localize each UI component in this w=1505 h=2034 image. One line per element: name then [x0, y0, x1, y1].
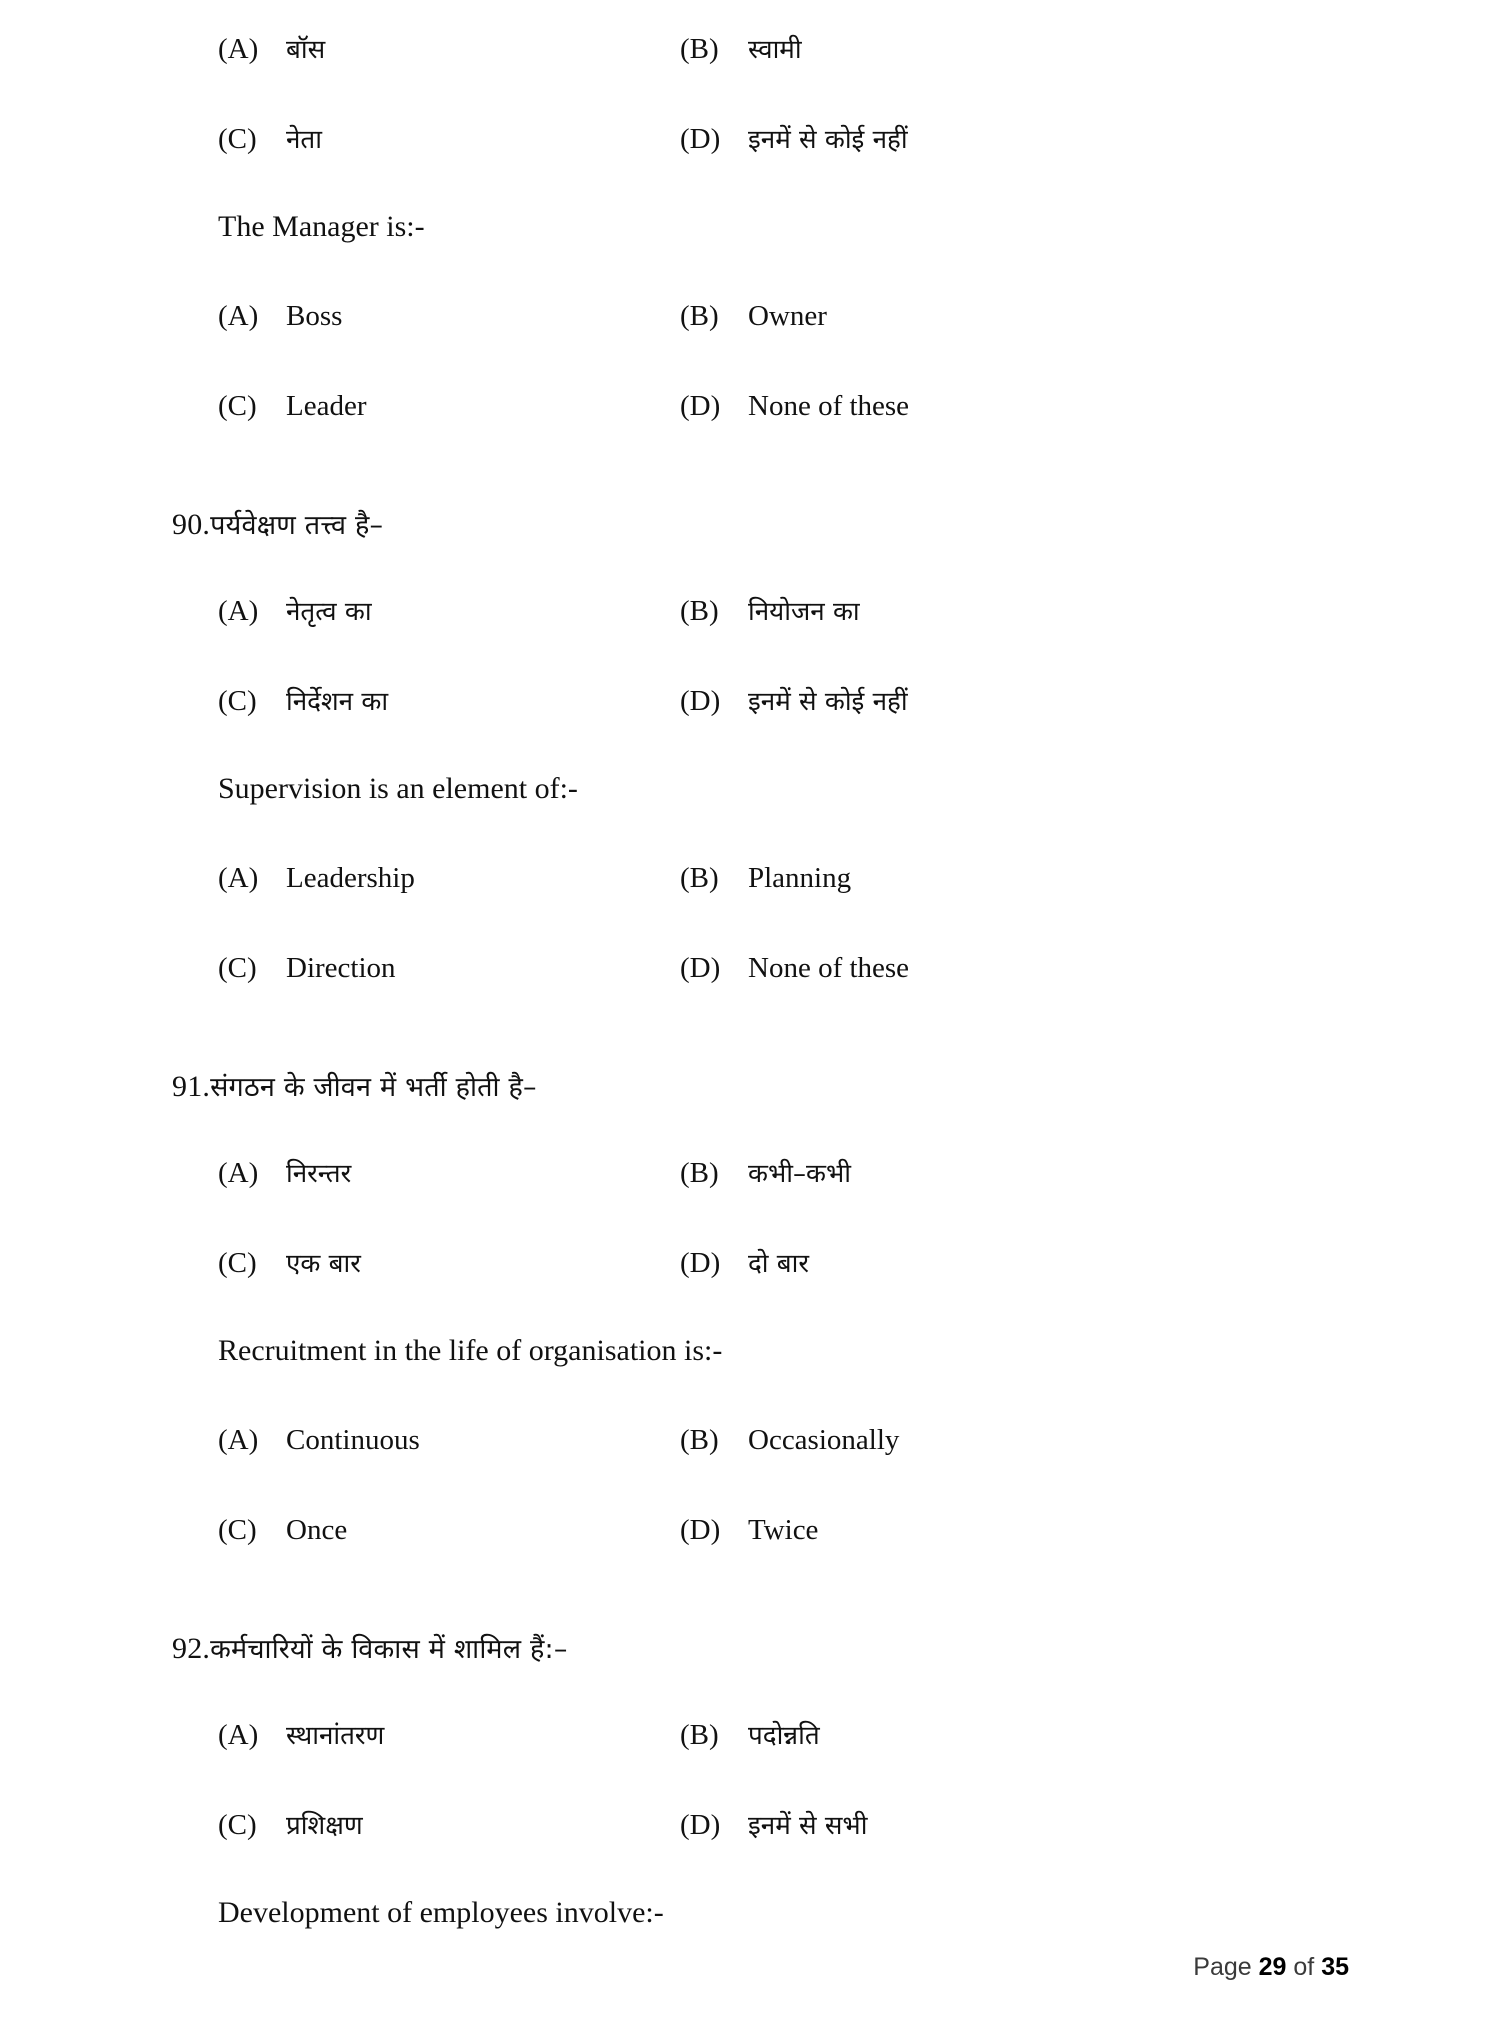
- option-letter: (D): [680, 123, 721, 155]
- option-letter: (B): [680, 33, 719, 65]
- option-letter: (C): [218, 123, 257, 155]
- option-letter: (D): [680, 952, 721, 984]
- spacer: [172, 1042, 1352, 1064]
- option-label: Direction: [286, 952, 396, 984]
- option-d: [680, 682, 908, 718]
- option-label: बॉस: [286, 35, 326, 65]
- question-text: पर्यवेक्षण तत्त्व है–: [210, 510, 384, 541]
- question-heading: [172, 1064, 1352, 1103]
- option-letter: (B): [680, 862, 719, 894]
- question-stem-english: [172, 1896, 1352, 1986]
- option-label: Leadership: [286, 862, 415, 894]
- option-b: [680, 862, 851, 895]
- option-label: पदोन्नति: [748, 1721, 820, 1751]
- option-a: [218, 862, 415, 895]
- option-label: इनमें से कोई नहीं: [748, 125, 908, 155]
- option-c: [218, 1514, 347, 1547]
- option-label: नेता: [286, 125, 322, 155]
- option-a: [218, 30, 325, 66]
- option-label: नियोजन का: [748, 597, 860, 627]
- option-c: [218, 1806, 363, 1842]
- option-label: None of these: [748, 390, 910, 422]
- option-label: कभी–कभी: [748, 1159, 851, 1189]
- option-letter: (A): [218, 1719, 259, 1751]
- option-letter: (D): [680, 685, 721, 717]
- option-a: [218, 1716, 384, 1752]
- option-c: [218, 390, 367, 423]
- option-row: [172, 1154, 1352, 1244]
- option-b: [680, 1716, 820, 1752]
- option-letter: (A): [218, 1157, 259, 1189]
- option-b: [680, 30, 802, 66]
- option-d: [680, 1244, 809, 1280]
- option-letter: (B): [680, 1157, 719, 1189]
- option-label: स्थानांतरण: [286, 1721, 385, 1751]
- option-row: [172, 1806, 1352, 1896]
- option-label: दो बार: [748, 1249, 810, 1279]
- option-label: Planning: [748, 862, 852, 894]
- option-d: [680, 952, 909, 985]
- question-number: 90.: [172, 508, 211, 541]
- question-text: संगठन के जीवन में भर्ती होती है–: [210, 1072, 537, 1103]
- option-row: [172, 390, 1352, 480]
- option-label: Continuous: [286, 1424, 420, 1456]
- page-footer: [1193, 1953, 1349, 1982]
- option-letter: (D): [680, 390, 721, 422]
- option-letter: (C): [218, 390, 257, 422]
- option-label: निर्देशन का: [286, 687, 389, 717]
- option-letter: (C): [218, 1247, 257, 1279]
- option-letter: (C): [218, 1809, 257, 1841]
- option-letter: (C): [218, 952, 257, 984]
- option-a: [218, 1154, 351, 1190]
- option-d: [680, 390, 909, 423]
- option-d: [680, 1514, 818, 1547]
- question-stem-english: [172, 210, 1352, 300]
- option-row: [172, 1424, 1352, 1514]
- option-letter: (D): [680, 1809, 721, 1841]
- option-row: [172, 1716, 1352, 1806]
- question-stem-english: [172, 1334, 1352, 1424]
- option-row: [172, 30, 1352, 120]
- option-letter: (D): [680, 1247, 721, 1279]
- option-letter: (B): [680, 1719, 719, 1751]
- option-c: [218, 120, 322, 156]
- question-91-hindi: [172, 1064, 1352, 1154]
- option-label: नेतृत्व का: [286, 597, 372, 627]
- option-letter: (B): [680, 1424, 719, 1456]
- option-label: Owner: [748, 300, 827, 332]
- footer-of-label: of: [1293, 1953, 1315, 1981]
- question-heading: [172, 1626, 1352, 1665]
- question-text: कर्मचारियों के विकास में शामिल हैं:–: [210, 1634, 568, 1665]
- option-row: [172, 682, 1352, 772]
- option-d: [680, 120, 908, 156]
- option-b: [680, 300, 827, 333]
- option-a: [218, 1424, 420, 1457]
- option-label: Once: [286, 1514, 348, 1546]
- option-label: Occasionally: [748, 1424, 900, 1456]
- option-label: इनमें से कोई नहीं: [748, 687, 908, 717]
- option-label: निरन्तर: [286, 1159, 352, 1189]
- option-letter: (B): [680, 595, 719, 627]
- question-stem-english: [172, 772, 1352, 862]
- option-row: [172, 120, 1352, 210]
- option-label: एक बार: [286, 1249, 361, 1279]
- option-label: Boss: [286, 300, 343, 332]
- stem-text: The Manager is:-: [218, 210, 425, 243]
- question-92-hindi: [172, 1626, 1352, 1716]
- option-letter: (A): [218, 862, 259, 894]
- question-list: [172, 30, 1352, 1986]
- option-c: [218, 1244, 361, 1280]
- footer-total-pages: 35: [1321, 1953, 1349, 1981]
- stem-text: Development of employees involve:-: [218, 1896, 664, 1929]
- option-row: [172, 862, 1352, 952]
- option-label: प्रशिक्षण: [286, 1811, 363, 1841]
- option-a: [218, 300, 342, 333]
- option-letter: (A): [218, 1424, 259, 1456]
- stem-text: Recruitment in the life of organisation is:-: [218, 1334, 723, 1367]
- option-letter: (B): [680, 300, 719, 332]
- question-heading: [172, 502, 1352, 541]
- option-label: इनमें से सभी: [748, 1811, 868, 1841]
- option-letter: (A): [218, 300, 259, 332]
- option-a: [218, 592, 372, 628]
- option-row: [172, 1514, 1352, 1604]
- footer-page-number: 29: [1258, 1953, 1287, 1981]
- spacer: [172, 1604, 1352, 1626]
- option-c: [218, 952, 396, 985]
- footer-page-label: Page: [1193, 1953, 1252, 1981]
- option-b: [680, 592, 860, 628]
- option-b: [680, 1154, 851, 1190]
- option-c: [218, 682, 388, 718]
- option-letter: (C): [218, 685, 257, 717]
- option-label: Twice: [748, 1514, 819, 1546]
- option-row: [172, 1244, 1352, 1334]
- option-label: Leader: [286, 390, 367, 422]
- question-number: 91.: [172, 1070, 211, 1103]
- option-letter: (A): [218, 595, 259, 627]
- option-b: [680, 1424, 899, 1457]
- option-label: None of these: [748, 952, 910, 984]
- question-90-hindi: [172, 502, 1352, 592]
- spacer: [172, 480, 1352, 502]
- option-letter: (C): [218, 1514, 257, 1546]
- option-row: [172, 952, 1352, 1042]
- option-d: [680, 1806, 867, 1842]
- question-number: 92.: [172, 1632, 211, 1665]
- option-letter: (D): [680, 1514, 721, 1546]
- option-row: [172, 300, 1352, 390]
- option-label: स्वामी: [748, 35, 802, 65]
- option-letter: (A): [218, 33, 259, 65]
- option-row: [172, 592, 1352, 682]
- stem-text: Supervision is an element of:-: [218, 772, 578, 805]
